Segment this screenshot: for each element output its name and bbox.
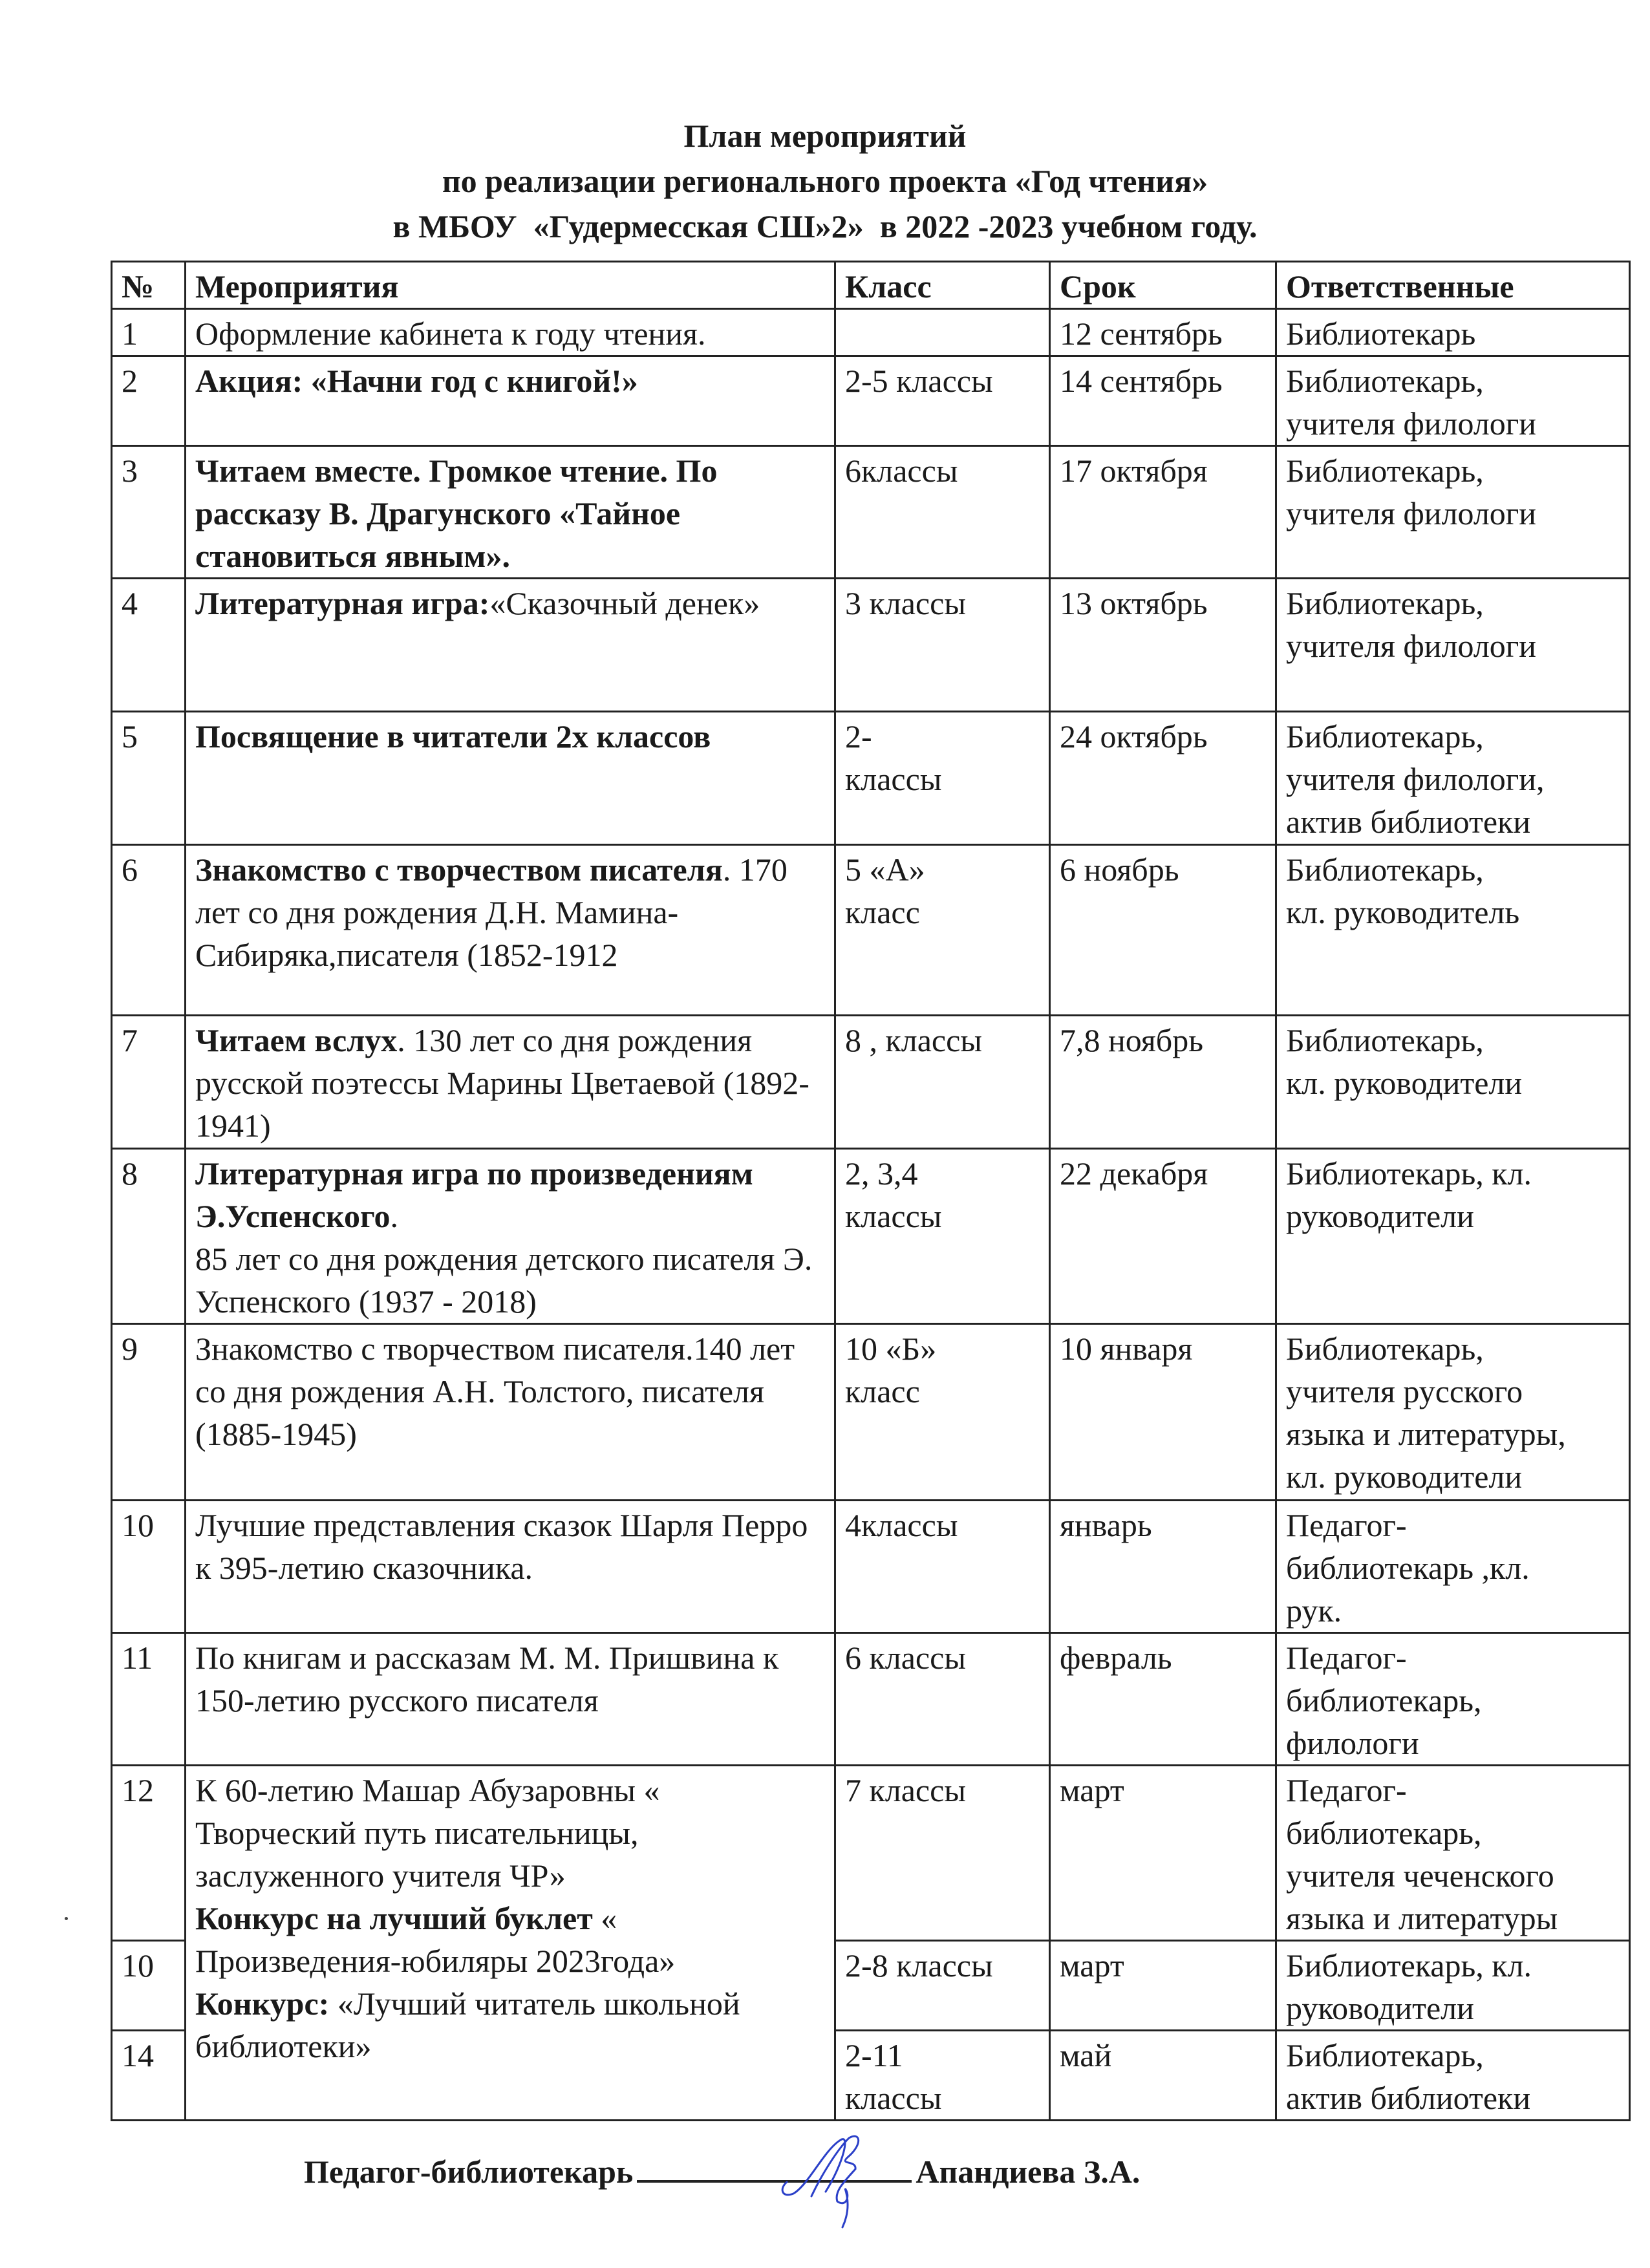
row-date: февраль [1050, 1633, 1276, 1766]
row-responsible: Библиотекарь, кл. руководители [1276, 1149, 1630, 1324]
row-event [186, 845, 835, 1016]
row-responsible: Педагог- библиотекарь, филологи [1276, 1633, 1630, 1766]
table-row [112, 1149, 1630, 1324]
table-row [112, 1324, 1630, 1501]
row-class: 2, 3,4 классы [835, 1149, 1050, 1324]
row-number: 11 [112, 1633, 186, 1766]
row-event [186, 1149, 835, 1324]
row-number: 8 [112, 1149, 186, 1324]
row-date: 22 декабря [1050, 1149, 1276, 1324]
row-number: 4 [112, 579, 186, 712]
row-number: 1 [112, 309, 186, 356]
row-class: 3 классы [835, 579, 1050, 712]
event-text: Знакомство с творчеством писателя.140 лет со дня рождения А.Н. Толстого, писателя (1885-1945) [195, 1331, 795, 1452]
row-number: 14 [112, 2031, 186, 2121]
row-event [186, 1324, 835, 1501]
row-event [186, 309, 835, 356]
row-event [186, 1501, 835, 1633]
row-date: май [1050, 2031, 1276, 2121]
header-number: № [112, 262, 186, 309]
row-date: 17 октября [1050, 446, 1276, 579]
row-class: 7 классы [835, 1766, 1050, 1941]
table-row [112, 309, 1630, 356]
event-title-bold: Литературная игра: [195, 585, 490, 621]
row-number: 10 [112, 1501, 186, 1633]
events-table [111, 261, 1631, 2121]
header-date: Срок [1050, 262, 1276, 309]
row-responsible: Библиотекарь, учителя филологи [1276, 446, 1630, 579]
event-text: . 85 лет со дня рождения детского писателя Э. Успенского (1937 - 2018) [195, 1198, 813, 1320]
row-event [186, 446, 835, 579]
event-text: . 170 лет со дня рождения Д.Н. Мамина-Сибиряка,писателя (1852-1912 [195, 851, 788, 973]
table-row [112, 356, 1630, 446]
title-line-1: План мероприятий [683, 118, 967, 154]
signer-position: Педагог-библиотекарь [304, 2154, 634, 2190]
row-date: 7,8 ноябрь [1050, 1016, 1276, 1149]
header-responsible: Ответственные [1276, 262, 1630, 309]
event-text: . 130 лет со дня рождения русской поэтессы Марины Цветаевой (1892-1941) [195, 1022, 809, 1144]
document-title [0, 113, 1650, 249]
table-row [112, 1501, 1630, 1633]
merged-event-part2-bold: Конкурс на лучший буклет [195, 1900, 593, 1936]
row-responsible: Библиотекарь, учителя филологи, актив библиотеки [1276, 712, 1630, 845]
row-date: март [1050, 1766, 1276, 1941]
row-class: 6 классы [835, 1633, 1050, 1766]
row-class: 2-11 классы [835, 2031, 1050, 2121]
event-text: По книгам и рассказам М. М. Пришвина к 150-летию русского писателя [195, 1640, 779, 1718]
row-class: 5 «А» класс [835, 845, 1050, 1016]
table-row [112, 1016, 1630, 1149]
table-row [112, 712, 1630, 845]
row-date: 10 января [1050, 1324, 1276, 1501]
row-class: 8 , классы [835, 1016, 1050, 1149]
table-row [112, 1766, 1630, 1941]
signature-stroke [782, 2136, 859, 2227]
merged-event-part3: «Лучший читатель школьной библиотеки» [195, 1985, 740, 2064]
table-row [112, 579, 1630, 712]
row-number: 3 [112, 446, 186, 579]
header-class: Класс [835, 262, 1050, 309]
row-responsible: Библиотекарь [1276, 309, 1630, 356]
row-date: март [1050, 1941, 1276, 2031]
row-responsible: Библиотекарь, учителя филологи [1276, 579, 1630, 712]
event-title-bold: Акция: «Начни год с книгой!» [195, 363, 638, 399]
signature-line [304, 2153, 1140, 2190]
row-number: 2 [112, 356, 186, 446]
title-line-2: по реализации регионального проекта «Год чтения» [442, 163, 1208, 199]
row-event [186, 1633, 835, 1766]
scan-speck [65, 1917, 68, 1920]
row-responsible: Библиотекарь, кл. руководитель [1276, 845, 1630, 1016]
table-row [112, 446, 1630, 579]
row-class: 2-5 классы [835, 356, 1050, 446]
row-date: январь [1050, 1501, 1276, 1633]
row-number: 10 [112, 1941, 186, 2031]
merged-event-part1: К 60-летию Машар Абузаровны « Творческий путь писательницы, заслуженного учителя ЧР» [195, 1772, 660, 1894]
row-event [186, 1016, 835, 1149]
event-text: Лучшие представления сказок Шарля Перро к 395-летию сказочника. [195, 1507, 808, 1586]
event-title-bold: Знакомство с творчеством писателя [195, 851, 723, 888]
row-class: 2-8 классы [835, 1941, 1050, 2031]
merged-event-part3-bold: Конкурс: [195, 1985, 330, 2022]
row-class: 4классы [835, 1501, 1050, 1633]
row-number: 7 [112, 1016, 186, 1149]
event-title-bold: Посвящение в читатели 2х классов [195, 718, 711, 754]
row-date: 12 сентябрь [1050, 309, 1276, 356]
signer-name: Апандиева З.А. [916, 2154, 1141, 2190]
row-responsible: Библиотекарь, кл. руководители [1276, 1941, 1630, 2031]
row-number: 6 [112, 845, 186, 1016]
row-event [186, 712, 835, 845]
event-title-bold: Читаем вслух [195, 1022, 398, 1058]
row-date: 13 октябрь [1050, 579, 1276, 712]
handwritten-signature [773, 2124, 870, 2234]
table-row [112, 1633, 1630, 1766]
table-row [112, 845, 1630, 1016]
row-number: 5 [112, 712, 186, 845]
row-date: 6 ноябрь [1050, 845, 1276, 1016]
row-date: 14 сентябрь [1050, 356, 1276, 446]
row-class [835, 309, 1050, 356]
row-class: 2- классы [835, 712, 1050, 845]
row-responsible: Библиотекарь, учителя филологи [1276, 356, 1630, 446]
table-header-row [112, 262, 1630, 309]
row-number: 9 [112, 1324, 186, 1501]
event-title-bold: Читаем вместе. Громкое чтение. По рассказу В. Драгунского «Тайное становиться явным». [195, 453, 718, 574]
event-title-bold: Литературная игра по произведениям Э.Успенского [195, 1155, 753, 1234]
row-responsible: Библиотекарь, актив библиотеки [1276, 2031, 1630, 2121]
row-date: 24 октябрь [1050, 712, 1276, 845]
event-text: «Сказочный денек» [489, 585, 760, 621]
row-event [186, 356, 835, 446]
title-line-3: в МБОУ «Гудермесская СШ»2» в 2022 -2023 учебном году. [392, 208, 1258, 244]
merged-event-cell [186, 1766, 835, 2121]
header-events: Мероприятия [186, 262, 835, 309]
row-responsible: Педагог- библиотекарь, учителя чеченского языка и литературы [1276, 1766, 1630, 1941]
merged-event-part2: « Произведения-юбиляры 2023года» [195, 1900, 676, 1979]
row-responsible: Библиотекарь, кл. руководители [1276, 1016, 1630, 1149]
event-text: Оформление кабинета к году чтения. [195, 316, 706, 352]
row-event [186, 579, 835, 712]
row-responsible: Библиотекарь, учителя русского языка и литературы, кл. руководители [1276, 1324, 1630, 1501]
row-number: 12 [112, 1766, 186, 1941]
row-responsible: Педагог- библиотекарь ,кл. рук. [1276, 1501, 1630, 1633]
row-class: 6классы [835, 446, 1050, 579]
row-class: 10 «Б» класс [835, 1324, 1050, 1501]
